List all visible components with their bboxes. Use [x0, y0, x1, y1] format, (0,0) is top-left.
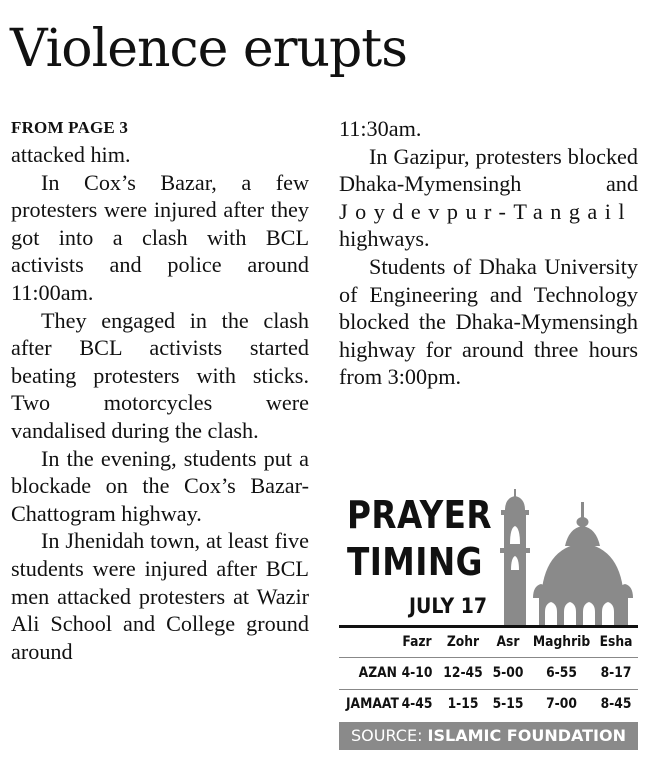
- table-cell: 7-00: [546, 696, 577, 712]
- paragraph: In Jhenidah town, at least five students were injured after BCL men attacked protesters at Wazir Ali School and College ground around: [11, 528, 309, 664]
- source-bar: [339, 722, 638, 750]
- column-header: Fazr: [402, 634, 432, 650]
- from-page-label: FROM PAGE 3: [11, 118, 129, 137]
- prayer-timing-box: [339, 488, 638, 753]
- table-cell: 5-15: [492, 696, 524, 712]
- prayer-title-line-1: PRAYER: [347, 493, 493, 537]
- mosque-icon: [489, 488, 634, 626]
- paragraph-part: In Gazipur, protesters blocked Dhaka-Mymensingh and: [339, 143, 638, 197]
- table-cell: 12-45: [443, 665, 483, 681]
- table-cell: 8-45: [600, 696, 632, 712]
- headline: Violence erupts: [10, 19, 407, 79]
- table-cell: 4-45: [401, 696, 433, 712]
- article-column-1: [11, 115, 309, 665]
- row-label: AZAN: [358, 665, 397, 681]
- row-divider: [339, 657, 638, 658]
- paragraph-part: highways.: [339, 226, 430, 252]
- column-header: Asr: [496, 634, 520, 650]
- paragraph-part: Joydevpur-Tangail: [339, 198, 633, 224]
- table-row-jamaat: [339, 691, 638, 718]
- paragraph: In Cox’s Bazar, a few protesters were injured after they got into a clash with BCL activists and police around 11:00am.: [11, 169, 309, 305]
- row-divider: [339, 689, 638, 690]
- paragraph: They engaged in the clash after BCL activists started beating protesters with sticks. Two motorcycles were vandalised during the clash.: [11, 307, 309, 443]
- column-header: Maghrib: [532, 634, 591, 650]
- prayer-date: JULY 17: [409, 594, 488, 618]
- column-header: Esha: [599, 634, 633, 650]
- article-column-2: [339, 115, 638, 391]
- prayer-title: [347, 492, 492, 586]
- table-row-azan: [339, 660, 638, 687]
- table-header-row: [339, 629, 638, 656]
- source-prefix: SOURCE:: [351, 726, 423, 745]
- table-cell: 5-00: [492, 665, 524, 681]
- row-label: JAMAAT: [345, 696, 399, 712]
- table-cell: 1-15: [447, 696, 479, 712]
- column-header: Zohr: [446, 634, 480, 650]
- source-name: ISLAMIC FOUNDATION: [427, 726, 626, 745]
- paragraph: Students of Dhaka University of Engineering and Technology blocked the Dhaka-Mymensingh highway for around three hours from 3:00pm.: [339, 253, 638, 390]
- paragraph: [339, 143, 638, 253]
- table-cell: 8-17: [600, 665, 632, 681]
- paragraph: In the evening, students put a blockade on the Cox’s Bazar-Chattogram highway.: [11, 445, 309, 526]
- prayer-title-line-2: TIMING: [347, 540, 483, 584]
- table-top-rule: [339, 625, 638, 628]
- paragraph: attacked him.: [11, 142, 131, 167]
- table-cell: 4-10: [401, 665, 433, 681]
- table-cell: 6-55: [546, 665, 577, 681]
- paragraph: 11:30am.: [339, 116, 422, 141]
